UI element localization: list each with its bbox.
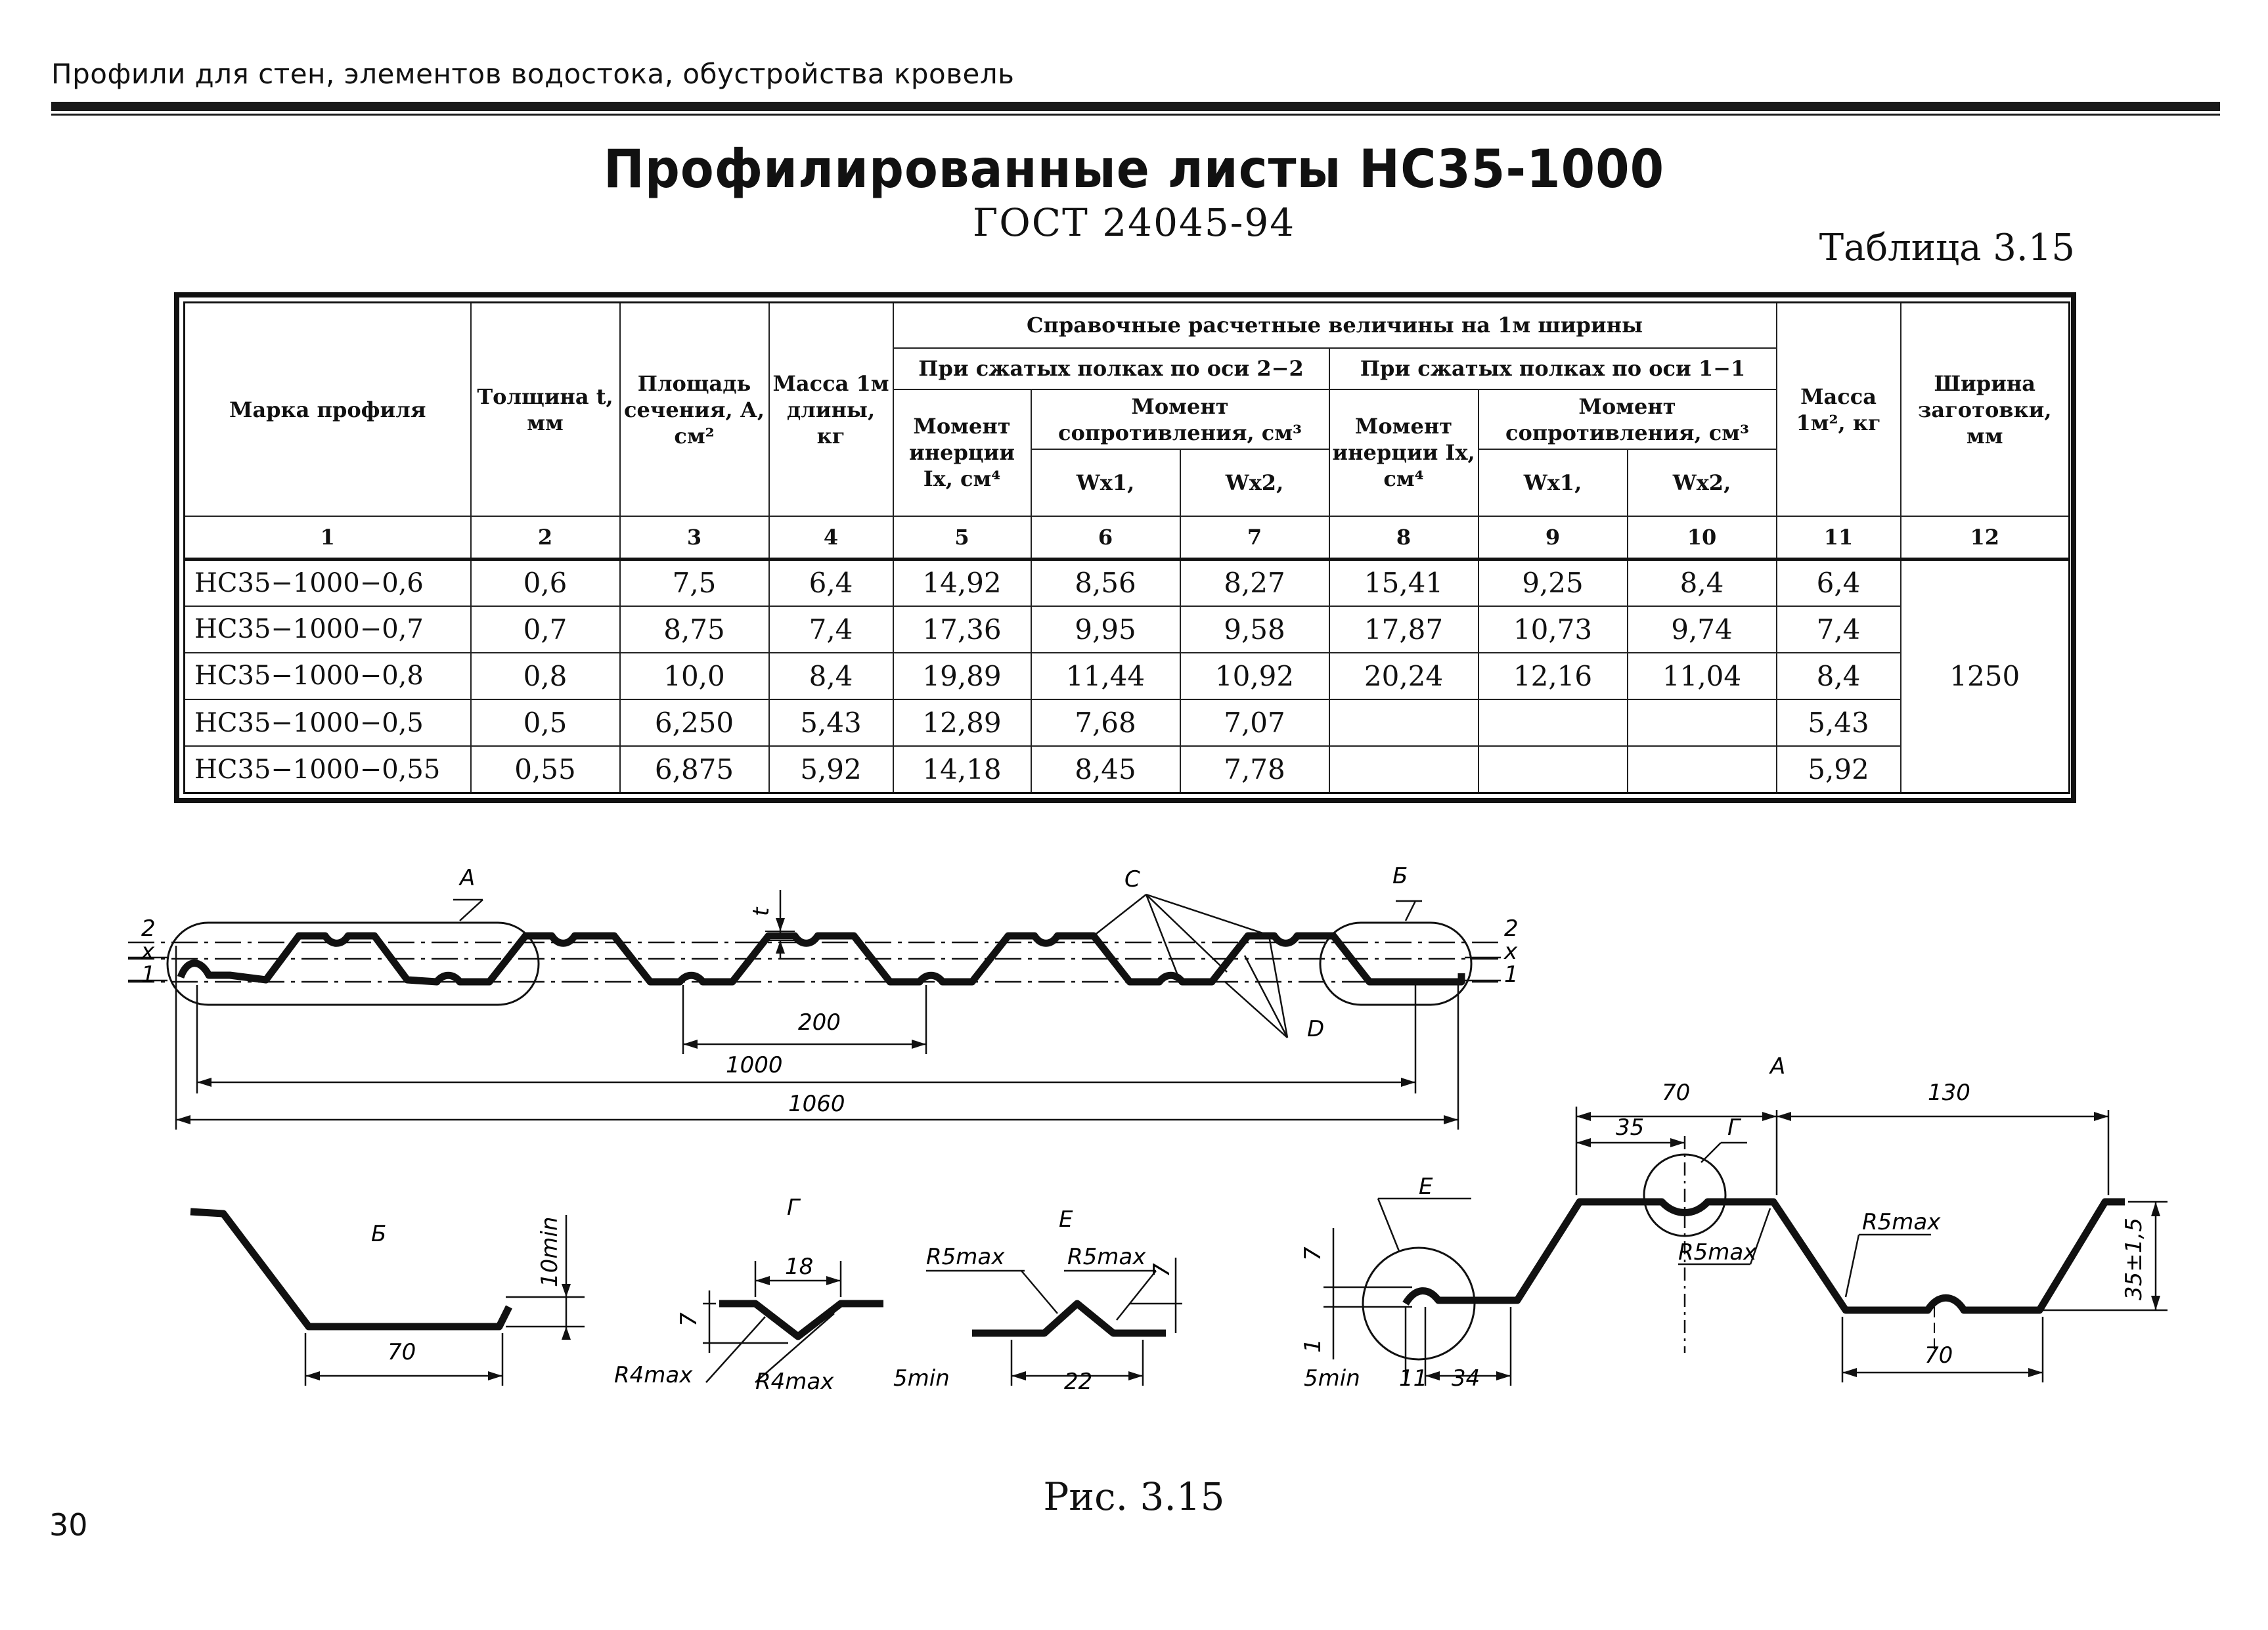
column-number: 2 (471, 516, 620, 559)
column-number: 5 (893, 516, 1031, 559)
value-cell: 0,7 (471, 606, 620, 653)
label-t: t (748, 907, 774, 916)
column-number: 11 (1777, 516, 1901, 559)
value-cell: 8,75 (620, 606, 769, 653)
value-cell: 17,87 (1329, 606, 1479, 653)
value-cell: 10,73 (1479, 606, 1628, 653)
page-number: 30 (49, 1507, 88, 1543)
detail-a-profile (1406, 1202, 2125, 1310)
value-cell: 5,92 (769, 746, 893, 793)
dim-10min: 10min (537, 1216, 563, 1287)
label-g-callout: Г (1727, 1114, 1740, 1141)
r4max-right: R4max (755, 1369, 834, 1395)
label-g-detail: Г (787, 1195, 799, 1221)
dim-7-g: 7 (676, 1312, 702, 1327)
header-inertia-11: Момент инерции Ix, см⁴ (1329, 389, 1479, 516)
header-inertia-22: Момент инерции Ix, см⁴ (893, 389, 1031, 516)
value-cell: 10,92 (1180, 653, 1329, 699)
value-cell: 0,8 (471, 653, 620, 699)
header-axis-11: При сжатых полках по оси 1−1 (1329, 348, 1777, 389)
value-cell: 9,74 (1628, 606, 1777, 653)
label-axis-2-right: 2 (1504, 915, 1519, 942)
value-cell: 8,4 (1628, 559, 1777, 606)
label-e-detail: Е (1059, 1206, 1073, 1233)
value-cell: 14,92 (893, 559, 1031, 606)
value-cell: 6,250 (620, 699, 769, 746)
detail-g-profile (719, 1304, 883, 1336)
header-reference-group: Справочные расчетные величины на 1м ширины (893, 303, 1777, 348)
value-cell: 5,43 (769, 699, 893, 746)
profile-mark-cell: НС35−1000−0,8 (185, 653, 471, 699)
header-wx2-11: Wx2, (1628, 449, 1777, 516)
running-head: Профили для стен, элементов водостока, обустройства кровель (51, 58, 1015, 90)
dim-70-b: 70 (388, 1339, 416, 1365)
dim-70-a: 70 (1662, 1080, 1691, 1106)
standard-reference: ГОСТ 24045-94 (972, 200, 1296, 245)
column-number: 3 (620, 516, 769, 559)
value-cell: 9,25 (1479, 559, 1628, 606)
dim-35: 35 (1616, 1114, 1645, 1141)
value-cell: 7,5 (620, 559, 769, 606)
dim-35-tolerance: 35±1,5 (2121, 1218, 2147, 1300)
r4max-left: R4max (614, 1362, 693, 1388)
value-cell: 5,43 (1777, 699, 1901, 746)
value-cell: 0,55 (471, 746, 620, 793)
column-number: 9 (1479, 516, 1628, 559)
header-axis-22: При сжатых полках по оси 2−2 (893, 348, 1329, 389)
header-mass-1m: Масса 1м длины, кг (769, 303, 893, 517)
label-b-main: Б (1392, 863, 1408, 889)
dim-11: 11 (1399, 1365, 1428, 1392)
value-cell: 12,89 (893, 699, 1031, 746)
label-c: С (1124, 866, 1140, 892)
label-axis-x-right: x (1504, 938, 1518, 965)
value-cell: 11,04 (1628, 653, 1777, 699)
label-axis-x-left: x (141, 938, 155, 965)
column-number: 10 (1628, 516, 1777, 559)
label-axis-1-right: 1 (1504, 961, 1519, 988)
header-resistance-11: Момент сопротивления, см³ (1479, 389, 1777, 450)
r5max-e-left: R5max (926, 1244, 1005, 1270)
value-cell: 8,27 (1180, 559, 1329, 606)
value-cell: 17,36 (893, 606, 1031, 653)
dim-130: 130 (1928, 1080, 1970, 1106)
value-cell: 7,4 (769, 606, 893, 653)
value-cell: 11,44 (1031, 653, 1180, 699)
dim-1-a: 1 (1300, 1338, 1326, 1353)
header-mark: Марка профиля (185, 303, 471, 517)
dim-7-e: 7 (1149, 1263, 1175, 1277)
detail-b-profile (190, 1212, 509, 1327)
value-cell: 0,5 (471, 699, 620, 746)
value-cell: 5,92 (1777, 746, 1901, 793)
value-cell: 19,89 (893, 653, 1031, 699)
label-e-callout: Е (1419, 1174, 1433, 1200)
r5max-a-left: R5max (1678, 1239, 1757, 1266)
value-cell: 6,4 (769, 559, 893, 606)
label-a-main: А (460, 865, 476, 891)
profile-mark-cell: НС35−1000−0,5 (185, 699, 471, 746)
column-number: 12 (1901, 516, 2070, 559)
callout-b-oval (1320, 923, 1471, 1005)
value-cell: 9,58 (1180, 606, 1329, 653)
value-cell: 8,4 (1777, 653, 1901, 699)
value-cell: 8,4 (769, 653, 893, 699)
r5max-e-right: R5max (1067, 1244, 1146, 1270)
value-cell: 15,41 (1329, 559, 1479, 606)
header-wx2-22: Wx2, (1180, 449, 1329, 516)
profile-mark-cell: НС35−1000−0,6 (185, 559, 471, 606)
dim-70-a-bottom: 70 (1924, 1342, 1953, 1369)
profile-mark-cell: НС35−1000−0,7 (185, 606, 471, 653)
value-cell: 6,875 (620, 746, 769, 793)
label-axis-1-left: 1 (141, 961, 156, 988)
dim-7-a: 7 (1300, 1246, 1326, 1261)
header-mass-m2: Масса 1м², кг (1777, 303, 1901, 517)
value-cell: 7,78 (1180, 746, 1329, 793)
page-title: Профилированные листы НС35-1000 (603, 139, 1665, 200)
column-number: 1 (185, 516, 471, 559)
value-cell: 0,6 (471, 559, 620, 606)
value-cell: 10,0 (620, 653, 769, 699)
value-cell: 7,68 (1031, 699, 1180, 746)
value-cell: 14,18 (893, 746, 1031, 793)
header-blank-width: Ширина заготовки, мм (1901, 303, 2070, 517)
value-cell: 8,56 (1031, 559, 1180, 606)
header-wx1-22: Wx1, (1031, 449, 1180, 516)
value-cell: 9,95 (1031, 606, 1180, 653)
value-cell: 12,16 (1479, 653, 1628, 699)
header-resistance-22: Момент сопротивления, см³ (1031, 389, 1329, 450)
header-area: Площадь сечения, А, см² (620, 303, 769, 517)
dim-5min-a: 5min (1304, 1365, 1360, 1392)
value-cell: 8,45 (1031, 746, 1180, 793)
value-cell: 20,24 (1329, 653, 1479, 699)
column-number: 4 (769, 516, 893, 559)
table-label: Таблица 3.15 (1819, 227, 2075, 269)
label-b-detail: Б (371, 1221, 387, 1247)
dim-18: 18 (785, 1254, 814, 1280)
header-thickness: Толщина t, мм (471, 303, 620, 517)
value-cell: 7,07 (1180, 699, 1329, 746)
dim-1060: 1060 (788, 1091, 845, 1117)
label-a-detail: А (1770, 1053, 1786, 1080)
detail-e-profile (972, 1304, 1166, 1333)
header-wx1-11: Wx1, (1479, 449, 1628, 516)
column-number: 6 (1031, 516, 1180, 559)
profile-mark-cell: НС35−1000−0,55 (185, 746, 471, 793)
dim-34: 34 (1452, 1365, 1480, 1392)
column-number: 8 (1329, 516, 1479, 559)
label-axis-2-left: 2 (141, 915, 156, 942)
column-number: 7 (1180, 516, 1329, 559)
dim-22: 22 (1064, 1369, 1093, 1395)
blank-width-cell: 1250 (1901, 559, 2070, 793)
figure-caption: Рис. 3.15 (1043, 1474, 1225, 1519)
dim-1000: 1000 (726, 1052, 783, 1078)
dim-200: 200 (798, 1009, 841, 1036)
label-d: D (1307, 1016, 1325, 1042)
value-cell: 7,4 (1777, 606, 1901, 653)
value-cell: 6,4 (1777, 559, 1901, 606)
dim-5min-e: 5min (893, 1365, 950, 1392)
r5max-a-right: R5max (1862, 1209, 1941, 1235)
